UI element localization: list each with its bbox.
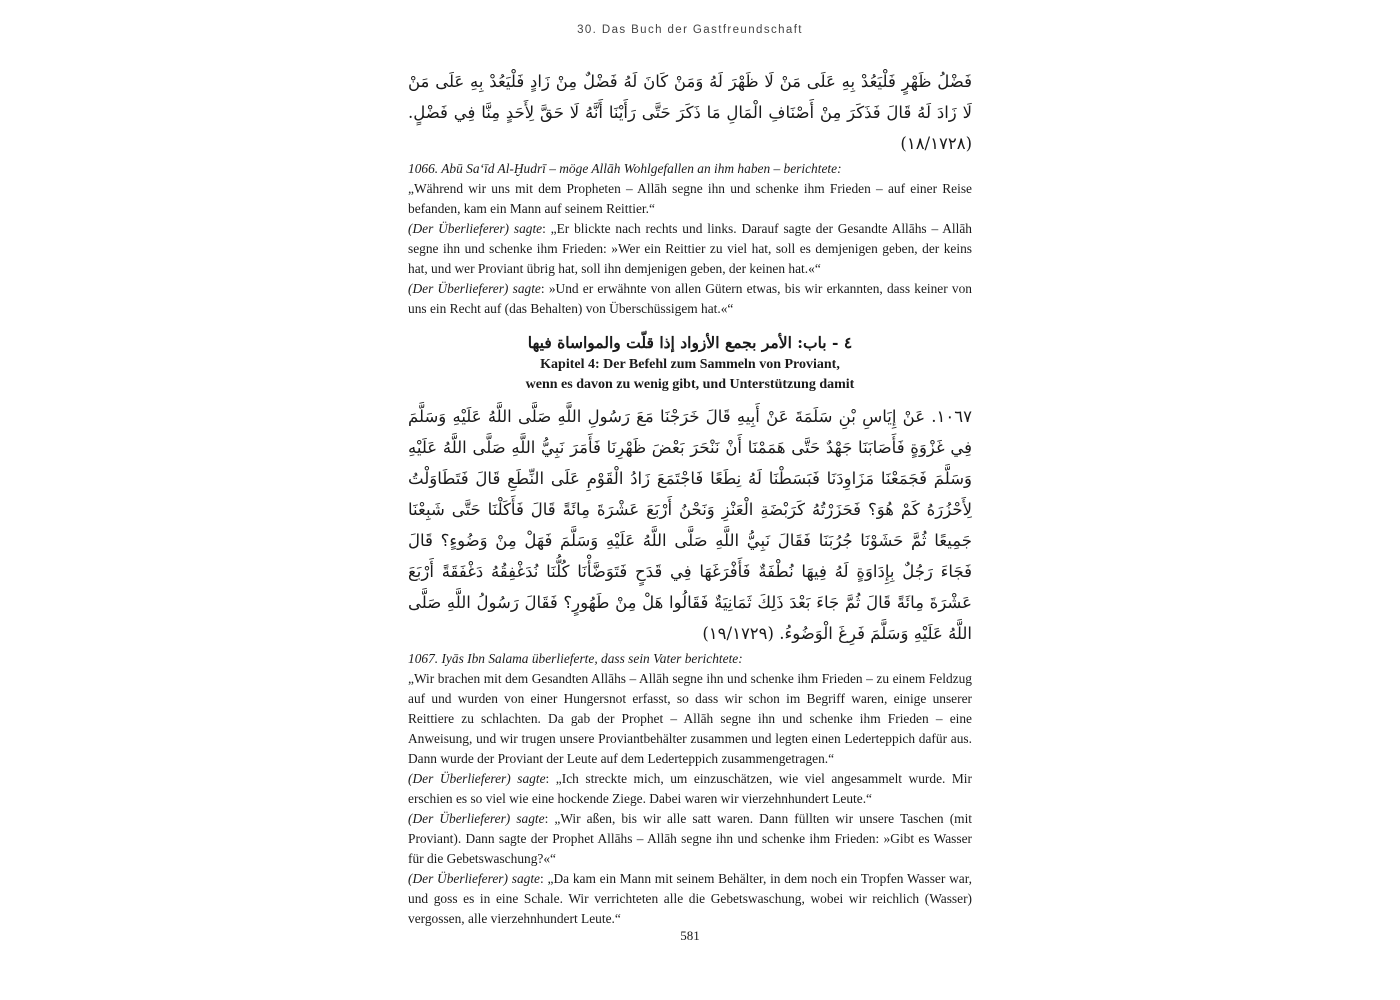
hadith-1066-paragraph-3: (Der Überlieferer) sagte: »Und er erwähnte von allen Gütern etwas, bis wir erkannten, dass keiner von uns ein Recht auf (das Behalten) von Überschüssigem hat.«“ — [408, 281, 973, 316]
arabic-text-block-1: فَضْلُ ظَهْرٍ فَلْيَعُدْ بِهِ عَلَى مَنْ لَا ظَهْرَ لَهُ وَمَنْ كَانَ لَهُ فَضْلٌ مِنْ زَادٍ فَلْيَعُدْ بِهِ عَلَى مَنْ لَا زَادَ لَهُ قَالَ فَذَكَرَ مِنْ أَصْنَافِ الْمَالِ مَا ذَكَرَ حَتَّى رَأَيْنَا أَنَّهُ لَا حَقَّ لِأَحَدٍ مِنَّا فِي فَضْلٍ. (١٨/١٧٢٨) — [408, 72, 972, 153]
hadith-1067-paragraph-4: (Der Überlieferer) sagte: „Da kam ein Mann mit seinem Behälter, in dem noch ein Tropfen Wasser war, und goss es in eine Schale. Wir verrichteten alle die Gebetswaschung, wobei wir reichlich (Wasser) vergossen, alle vierzehnhundert Leute.“ — [408, 871, 972, 926]
chapter-heading — [408, 331, 972, 395]
hadith-1066-paragraph-2: (Der Überlieferer) sagte: „Er blickte nach rechts und links. Darauf sagte der Gesandte Allāhs – Allāh segne ihn und schenke ihm Frieden: »Wer ein Reittier zu viel hat, soll es demjenigen geben, der keins hat, und wer Proviant übrig hat, soll ihn demjenigen geben, der keinen hat.«“ — [408, 221, 972, 276]
narrator-label: (Der Überlieferer) sagte — [408, 871, 540, 886]
hadith-1066-paragraph-1: „Während wir uns mit dem Propheten – Allāh segne ihn und schenke ihm Frieden – auf einer Reise befanden, kam ein Mann auf seinem Reittier.“ — [408, 181, 972, 216]
chapter-title-arabic: ٤ - باب: الأمر بجمع الأزواد إذا قلّت والمواساة فيها — [527, 333, 853, 352]
page-number: 581 — [680, 928, 700, 943]
narrator-label: (Der Überlieferer) sagte — [408, 811, 545, 826]
hadith-1067 — [408, 649, 972, 929]
chapter-title-german-line-1: Kapitel 4: Der Befehl zum Sammeln von Proviant, — [540, 357, 840, 372]
hadith-1067-heading: 1067. Iyās Ibn Salama überlieferte, dass sein Vater berichtete: — [408, 651, 743, 666]
chapter-title-german-line-2: wenn es davon zu wenig gibt, und Unterstützung damit — [525, 377, 855, 392]
hadith-1066-heading: 1066. Abū Sa‘īd Al-Ḫudrī – möge Allāh Wohlgefallen an ihm haben – berichtete: — [408, 161, 842, 176]
hadith-1066 — [408, 159, 972, 319]
narrator-label: (Der Überlieferer) sagte — [408, 281, 541, 296]
narrator-label: (Der Überlieferer) sagte — [408, 221, 543, 236]
hadith-1067-paragraph-2: (Der Überlieferer) sagte: „Ich streckte mich, um einzuschätzen, wie viel angesammelt wurde. Mir erschien es so viel wie eine hockende Ziege. Dabei waren wir vierzehnhundert Leute.“ — [408, 771, 972, 806]
hadith-1067-paragraph-3: (Der Überlieferer) sagte: „Wir aßen, bis wir alle satt waren. Dann füllten wir unsere Taschen (mit Proviant). Dann sagte der Prophet Allāhs – Allāh segne ihn und schenke ihm Frieden: »Gibt es Wasser für die Gebetswaschung?«“ — [408, 811, 973, 866]
running-head: 30. Das Buch der Gastfreundschaft — [577, 24, 803, 36]
hadith-1067-paragraph-1: „Wir brachen mit dem Gesandten Allāhs – Allāh segne ihn und schenke ihm Frieden – zu einem Feldzug auf und wurden von einer Hungersnot erfasst, so dass wir schon im Begriff waren, einige unserer Reittiere zu schlachten. Da gab der Prophet – Allāh segne ihn und schenke ihm Frieden – eine Anweisung, und wir trugen unsere Proviantbehälter zusammen und legten einen Lederteppich dafür aus. Dann wurde der Proviant der Leute auf dem Lederteppich zusammengetragen.“ — [408, 671, 972, 766]
text-column — [408, 66, 972, 929]
narrator-label: (Der Überlieferer) sagte — [408, 771, 546, 786]
arabic-text-block-2: ١٠٦٧. عَنْ إِيَاسِ بْنِ سَلَمَةَ عَنْ أَبِيهِ قَالَ خَرَجْنَا مَعَ رَسُولِ اللَّهِ صَلَّى اللَّهُ عَلَيْهِ وَسَلَّمَ فِي غَزْوَةٍ فَأَصَابَنَا جَهْدٌ حَتَّى هَمَمْنَا أَنْ نَنْحَرَ بَعْضَ ظَهْرِنَا فَأَمَرَ نَبِيُّ اللَّهِ صَلَّى اللَّهُ عَلَيْهِ وَسَلَّمَ فَجَمَعْنَا مَزَاوِدَنَا فَبَسَطْنَا لَهُ نِطَعًا فَاجْتَمَعَ زَادُ الْقَوْمِ عَلَى النِّطَعِ قَالَ فَتَطَاوَلْتُ لِأَحْزُرَهُ كَمْ هُوَ؟ فَحَزَرْتُهُ كَرَبْضَةِ الْعَنْزِ وَنَحْنُ أَرْبَعَ عَشْرَةَ مِائَةً قَالَ فَأَكَلْنَا حَتَّى شَبِعْنَا جَمِيعًا ثُمَّ حَشَوْنَا جُرُبَنَا فَقَالَ نَبِيُّ اللَّهِ صَلَّى اللَّهُ عَلَيْهِ وَسَلَّمَ فَهَلْ مِنْ وَضُوءٍ؟ قَالَ فَجَاءَ رَجُلٌ بِإِدَاوَةٍ لَهُ فِيهَا نُطْفَةٌ فَأَفْرَغَهَا فِي قَدَحٍ فَتَوَضَّأْنَا كُلُّنَا نُدَغْفِقُهُ دَغْفَقَةً أَرْبَعَ عَشْرَةَ مِائَةً قَالَ ثُمَّ جَاءَ بَعْدَ ذَلِكَ ثَمَانِيَةٌ فَقَالُوا هَلْ مِنْ طَهُورٍ؟ فَقَالَ رَسُولُ اللَّهِ صَلَّى اللَّهُ عَلَيْهِ وَسَلَّمَ فَرِغَ الْوَضُوءُ. (١٩/١٧٢٩) — [408, 407, 972, 643]
